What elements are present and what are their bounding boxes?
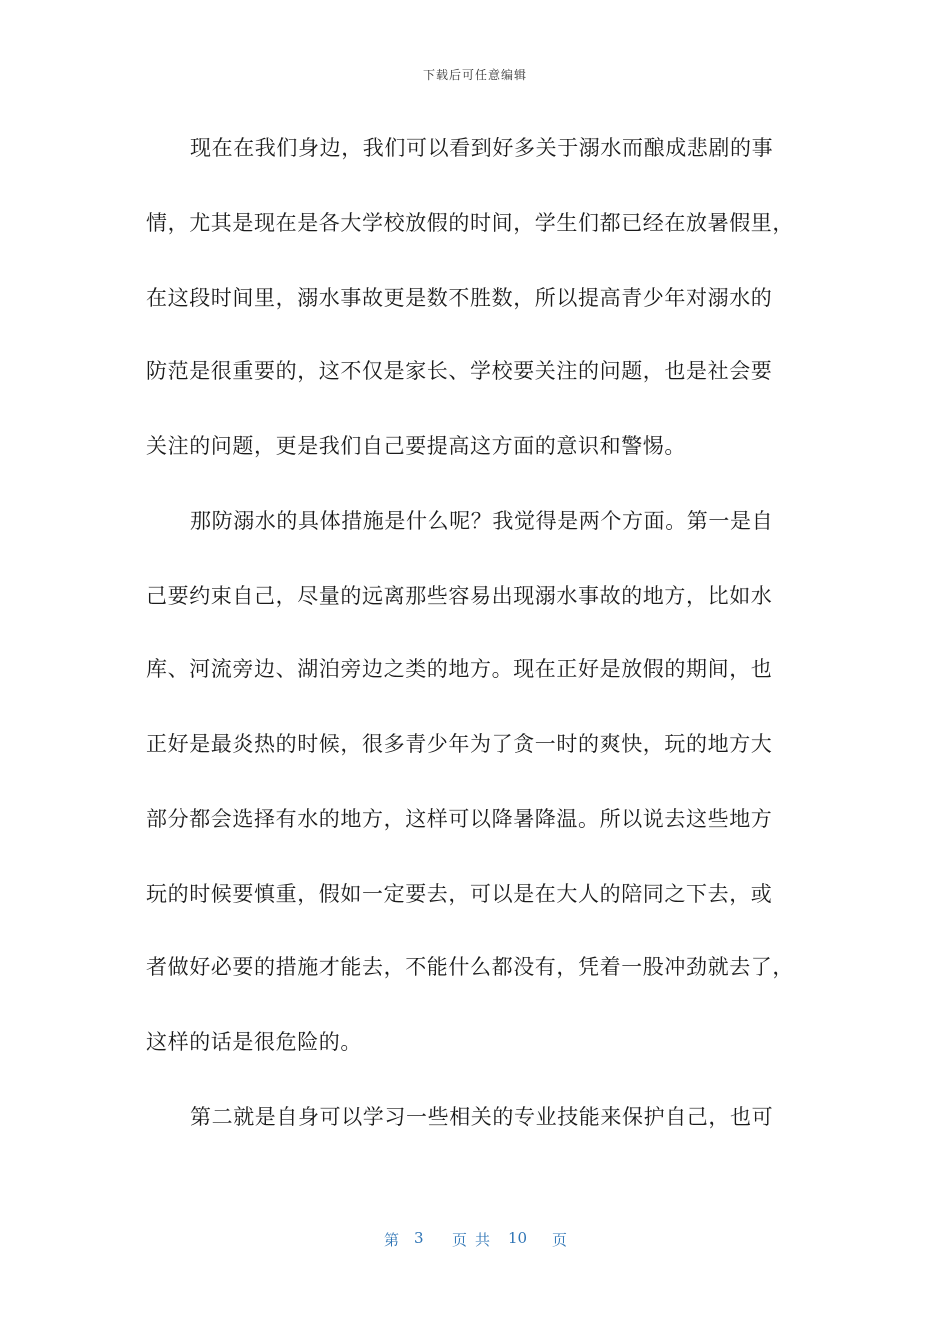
total-pages-number: 10 [508,1229,528,1247]
body-line: 正好是最炎热的时候，很多青少年为了贪一时的爽快，玩的地方大 [146,732,773,756]
page-suffix: 页 [552,1231,568,1249]
body-line: 现在在我们身边，我们可以看到好多关于溺水而酿成悲剧的事 [190,136,774,160]
page-header: 下载后可任意编辑 [422,68,527,82]
body-line: 库、河流旁边、湖泊旁边之类的地方。现在正好是放假的期间，也 [146,657,773,681]
page-label: 页共 [452,1231,499,1249]
body-line: 防范是很重要的，这不仅是家长、学校要关注的问题，也是社会要 [146,359,773,383]
page-prefix: 第 [384,1231,400,1249]
body-line: 第二就是自身可以学习一些相关的专业技能来保护自己，也可 [190,1105,774,1129]
body-line: 在这段时间里，溺水事故更是数不胜数，所以提高青少年对溺水的 [146,286,773,310]
body-line: 情，尤其是现在是各大学校放假的时间，学生们都已经在放暑假里， [146,211,794,235]
page-footer [0,1229,950,1251]
body-line: 己要约束自己，尽量的远离那些容易出现溺水事故的地方，比如水 [146,584,773,608]
current-page-number: 3 [414,1229,424,1247]
body-line: 这样的话是很危险的。 [146,1030,362,1054]
body-line: 那防溺水的具体措施是什么呢？我觉得是两个方面。第一是自 [190,509,774,533]
body-line: 部分都会选择有水的地方，这样可以降暑降温。所以说去这些地方 [146,807,773,831]
body-line: 者做好必要的措施才能去，不能什么都没有，凭着一股冲劲就去了， [146,955,794,979]
body-line: 玩的时候要慎重，假如一定要去，可以是在大人的陪同之下去，或 [146,882,773,906]
body-line: 关注的问题，更是我们自己要提高这方面的意识和警惕。 [146,434,686,458]
